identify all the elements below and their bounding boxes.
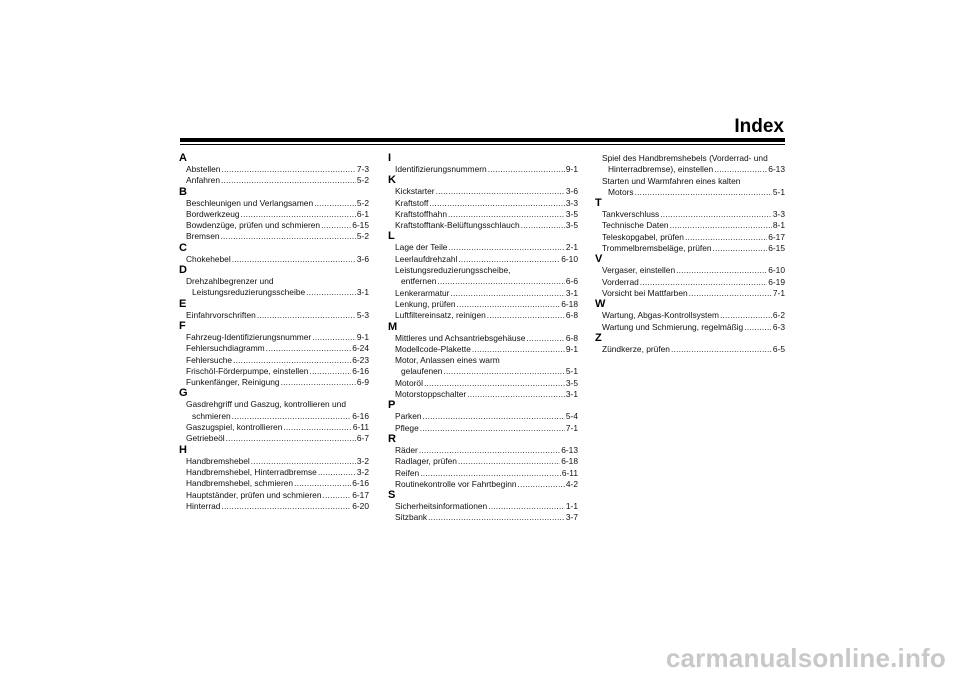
entry-text: Lenkung, prüfen bbox=[395, 298, 456, 309]
dot-leader bbox=[232, 411, 352, 422]
page-number: 2-1 bbox=[565, 242, 578, 253]
entry-text: Reifen bbox=[395, 467, 420, 478]
page-number: 5-3 bbox=[356, 309, 369, 320]
section-letter: F bbox=[179, 319, 186, 332]
page-number: 3-3 bbox=[565, 197, 578, 208]
page-number: 6-18 bbox=[561, 298, 578, 309]
dot-leader bbox=[420, 423, 565, 434]
dot-leader bbox=[660, 209, 772, 220]
entry-text: Chokehebel bbox=[186, 253, 231, 264]
entry-text: Hinterrad bbox=[186, 500, 221, 511]
page-number: 6-8 bbox=[565, 332, 578, 343]
entry-text: Leerlaufdrehzahl bbox=[395, 253, 458, 264]
page-number: 7-3 bbox=[356, 164, 369, 174]
entry-text: Motor, Anlassen eines warm bbox=[395, 355, 500, 366]
index-entry[interactable] bbox=[388, 198, 578, 209]
entry-text: Einfahrvorschriften bbox=[186, 309, 256, 320]
page-number: 3-2 bbox=[356, 466, 369, 477]
entry-text: Sicherheitsinformationen bbox=[395, 501, 488, 512]
index-entry[interactable] bbox=[388, 186, 578, 197]
index-entry[interactable] bbox=[388, 389, 578, 400]
index-entry[interactable] bbox=[179, 456, 369, 467]
dot-leader bbox=[450, 288, 564, 299]
entry-text: gelaufenen bbox=[401, 366, 443, 377]
index-entry[interactable] bbox=[388, 479, 578, 490]
entry-text: Routinekontrolle vor Fahrtbeginn bbox=[395, 478, 517, 489]
index-section bbox=[595, 333, 785, 355]
index-entry[interactable] bbox=[595, 176, 785, 199]
index-section bbox=[388, 175, 578, 231]
page-number: 1-1 bbox=[565, 501, 578, 512]
index-entry[interactable] bbox=[179, 198, 369, 209]
entry-text: Motorstoppschalter bbox=[395, 389, 467, 400]
page-number: 3-6 bbox=[565, 186, 578, 197]
index-entry[interactable] bbox=[595, 265, 785, 276]
entry-text: Getriebeöl bbox=[186, 433, 225, 444]
entry-text: Fehlersuchdiagramm bbox=[186, 343, 265, 354]
dot-leader bbox=[281, 377, 356, 388]
page-number: 6-24 bbox=[352, 343, 369, 354]
index-entry[interactable] bbox=[595, 344, 785, 355]
dot-leader bbox=[294, 478, 351, 489]
entry-text: Wartung und Schmierung, regelmäßig bbox=[602, 321, 744, 332]
index-entry[interactable] bbox=[179, 164, 369, 175]
section-letter: S bbox=[388, 489, 396, 502]
index-entry[interactable] bbox=[388, 288, 578, 299]
index-section bbox=[388, 231, 578, 321]
entry-text: Gasdrehgriff und Gaszug, kontrollieren und bbox=[186, 399, 346, 410]
index-section bbox=[595, 198, 785, 254]
page-number: 9-1 bbox=[565, 164, 578, 174]
entry-text: Drehzahlbegrenzer und bbox=[186, 276, 274, 287]
page-number: 6-18 bbox=[561, 456, 578, 467]
section-letter: W bbox=[595, 298, 606, 311]
page-number: 6-10 bbox=[768, 265, 785, 276]
page-number: 6-3 bbox=[772, 321, 785, 332]
dot-leader bbox=[251, 456, 356, 467]
page-number: 3-5 bbox=[565, 220, 578, 231]
index-entry[interactable] bbox=[388, 209, 578, 220]
section-letter: Z bbox=[595, 331, 602, 344]
index-entry[interactable] bbox=[595, 322, 785, 333]
dot-leader bbox=[640, 277, 767, 288]
index-section bbox=[179, 187, 369, 243]
dot-leader bbox=[419, 445, 560, 456]
index-entry[interactable] bbox=[179, 332, 369, 343]
dot-leader bbox=[420, 468, 561, 479]
section-letter: T bbox=[595, 197, 602, 210]
index-entry[interactable] bbox=[388, 344, 578, 355]
index-entry[interactable] bbox=[388, 164, 578, 175]
entry-text: Fahrzeug-Identifizierungsnummer bbox=[186, 331, 312, 342]
entry-text: Handbremshebel, Hinterradbremse bbox=[186, 466, 317, 477]
index-entry[interactable] bbox=[388, 512, 578, 523]
page-number: 8-1 bbox=[772, 220, 785, 231]
dot-leader bbox=[226, 433, 356, 444]
index-section bbox=[179, 243, 369, 265]
page-number: 3-5 bbox=[565, 377, 578, 388]
index-column-1 bbox=[179, 153, 369, 512]
index-entry[interactable] bbox=[179, 220, 369, 231]
entry-text: Motoröl bbox=[395, 377, 423, 388]
index-entry[interactable] bbox=[388, 254, 578, 265]
section-letter: K bbox=[388, 174, 396, 187]
entry-text: Leistungsreduzierungsscheibe bbox=[192, 287, 306, 298]
page-number: 3-2 bbox=[356, 455, 369, 466]
page-number: 6-5 bbox=[772, 343, 785, 354]
dot-leader bbox=[312, 332, 356, 343]
entry-text: Identifizierungsnummern bbox=[395, 164, 487, 174]
page-number: 6-17 bbox=[352, 489, 369, 500]
dot-leader bbox=[322, 490, 351, 501]
dot-leader bbox=[318, 467, 356, 478]
page-number: 6-8 bbox=[565, 310, 578, 321]
page-number: 6-16 bbox=[352, 410, 369, 421]
entry-text: schmieren bbox=[192, 410, 231, 421]
index-entry[interactable] bbox=[388, 355, 578, 378]
index-entry[interactable] bbox=[595, 277, 785, 288]
dot-leader bbox=[424, 378, 565, 389]
entry-text: Handbremshebel bbox=[186, 455, 250, 466]
dot-leader bbox=[221, 164, 355, 175]
entry-text: Pflege bbox=[395, 422, 419, 433]
index-entry[interactable] bbox=[179, 366, 369, 377]
entry-text: Kickstarter bbox=[395, 186, 435, 197]
page-number: 5-1 bbox=[772, 186, 785, 197]
dot-leader bbox=[283, 422, 351, 433]
entry-text: Bowdenzüge, prüfen und schmieren bbox=[186, 220, 321, 231]
index-section bbox=[595, 254, 785, 299]
index-section bbox=[388, 400, 578, 434]
index-entry[interactable] bbox=[595, 310, 785, 321]
dot-leader bbox=[428, 512, 565, 523]
entry-text: Räder bbox=[395, 444, 418, 455]
entry-text: Leistungsreduzierungsscheibe, bbox=[395, 265, 511, 276]
page-number: 3-3 bbox=[772, 209, 785, 220]
dot-leader bbox=[670, 220, 772, 231]
page-number: 3-5 bbox=[565, 208, 578, 219]
entry-text: Modellcode-Plakette bbox=[395, 343, 471, 354]
dot-leader bbox=[472, 344, 565, 355]
entry-text: Tankverschluss bbox=[602, 209, 660, 220]
entry-text: Fehlersuche bbox=[186, 354, 233, 365]
index-entry[interactable] bbox=[595, 220, 785, 231]
index-section bbox=[388, 490, 578, 524]
dot-leader bbox=[437, 276, 565, 287]
dot-leader bbox=[266, 343, 352, 354]
index-entry[interactable] bbox=[595, 232, 785, 243]
index-entry[interactable] bbox=[179, 422, 369, 433]
entry-text: Lenkerarmatur bbox=[395, 287, 450, 298]
entry-text: Vorderrad bbox=[602, 276, 639, 287]
entry-text: Abstellen bbox=[186, 164, 221, 174]
entry-text: Trommelbremsbeläge, prüfen bbox=[602, 243, 712, 254]
entry-text: Motors bbox=[608, 186, 634, 197]
section-letter: C bbox=[179, 241, 187, 254]
dot-leader bbox=[257, 310, 356, 321]
index-entry[interactable] bbox=[179, 343, 369, 354]
header-rule-thin bbox=[180, 144, 785, 145]
dot-leader bbox=[309, 366, 351, 377]
dot-leader bbox=[221, 175, 356, 186]
section-letter: D bbox=[179, 264, 187, 277]
dot-leader bbox=[467, 389, 565, 400]
page-number: 5-1 bbox=[565, 366, 578, 377]
dot-leader bbox=[487, 310, 565, 321]
entry-text: Hinterradbremse), einstellen bbox=[608, 164, 714, 175]
index-entry[interactable] bbox=[388, 333, 578, 344]
section-letter: M bbox=[388, 320, 398, 333]
entry-text: Frischöl-Förderpumpe, einstellen bbox=[186, 365, 309, 376]
dot-leader bbox=[526, 333, 565, 344]
index-entry[interactable] bbox=[388, 310, 578, 321]
index-entry[interactable] bbox=[388, 242, 578, 253]
page-number: 4-2 bbox=[565, 478, 578, 489]
index-column-3 bbox=[595, 153, 785, 355]
entry-text: Sitzbank bbox=[395, 512, 428, 523]
entry-text: Technische Daten bbox=[602, 220, 669, 231]
index-entry[interactable] bbox=[595, 288, 785, 299]
index-section bbox=[179, 299, 369, 321]
page-number: 6-9 bbox=[356, 377, 369, 388]
page-number: 6-20 bbox=[352, 500, 369, 511]
page-number: 5-2 bbox=[356, 197, 369, 208]
page-number: 7-1 bbox=[772, 287, 785, 298]
entry-text: Lage der Teile bbox=[395, 242, 448, 253]
index-entry[interactable] bbox=[388, 378, 578, 389]
index-section bbox=[179, 265, 369, 299]
entry-text: Funkenfänger, Reinigung bbox=[186, 377, 280, 388]
entry-text: entfernen bbox=[401, 276, 437, 287]
entry-text: Wartung, Abgas-Kontrollsystem bbox=[602, 310, 719, 321]
index-entry[interactable] bbox=[179, 310, 369, 321]
index-entry[interactable] bbox=[179, 276, 369, 299]
dot-leader bbox=[221, 231, 356, 242]
index-entry[interactable] bbox=[179, 433, 369, 444]
index-entry[interactable] bbox=[179, 377, 369, 388]
index-entry[interactable] bbox=[595, 153, 785, 176]
page-number: 6-1 bbox=[356, 208, 369, 219]
dot-leader bbox=[241, 209, 356, 220]
entry-text: Vorsicht bei Mattfarben bbox=[602, 287, 688, 298]
entry-text: Luftfiltereinsatz, reinigen bbox=[395, 310, 486, 321]
entry-text: Starten und Warmfahren eines kalten bbox=[602, 175, 741, 186]
entry-text: Hauptständer, prüfen und schmieren bbox=[186, 489, 322, 500]
page-number: 6-17 bbox=[768, 231, 785, 242]
page-number: 6-13 bbox=[768, 164, 785, 175]
dot-leader bbox=[233, 355, 351, 366]
index-entry[interactable] bbox=[179, 478, 369, 489]
dot-leader bbox=[488, 164, 565, 175]
dot-leader bbox=[521, 220, 565, 231]
index-column-2 bbox=[388, 153, 578, 524]
page-number: 6-19 bbox=[768, 276, 785, 287]
index-entry[interactable] bbox=[388, 456, 578, 467]
entry-text: Mittleres und Achsantriebsgehäuse bbox=[395, 332, 526, 343]
dot-leader bbox=[436, 186, 565, 197]
index-section bbox=[179, 153, 369, 187]
index-entry[interactable] bbox=[388, 299, 578, 310]
watermark: carmanualsonline.info bbox=[665, 643, 946, 673]
page-number: 6-13 bbox=[561, 444, 578, 455]
page-number: 6-6 bbox=[565, 276, 578, 287]
entry-text: Bordwerkzeug bbox=[186, 208, 240, 219]
index-section bbox=[388, 322, 578, 401]
index-section bbox=[388, 153, 578, 175]
page-number: 5-2 bbox=[356, 175, 369, 186]
section-letter: R bbox=[388, 432, 396, 445]
page-number: 6-10 bbox=[561, 253, 578, 264]
section-letter: G bbox=[179, 387, 188, 400]
index-section bbox=[179, 321, 369, 388]
dot-leader bbox=[457, 299, 561, 310]
page-number: 6-15 bbox=[352, 220, 369, 231]
index-entry[interactable] bbox=[179, 175, 369, 186]
page-number: 6-7 bbox=[356, 433, 369, 444]
section-letter: L bbox=[388, 230, 395, 243]
page-number: 6-15 bbox=[768, 243, 785, 254]
page-number: 3-6 bbox=[356, 253, 369, 264]
index-entry[interactable] bbox=[179, 399, 369, 422]
entry-text: Gaszugspiel, kontrollieren bbox=[186, 422, 283, 433]
dot-leader bbox=[314, 198, 356, 209]
index-section bbox=[595, 153, 785, 198]
index-entry[interactable] bbox=[388, 220, 578, 231]
page-number: 9-1 bbox=[356, 331, 369, 342]
page-number: 6-16 bbox=[352, 365, 369, 376]
section-letter: B bbox=[179, 185, 187, 198]
dot-leader bbox=[448, 242, 564, 253]
dot-leader bbox=[744, 322, 772, 333]
entry-text: Radlager, prüfen bbox=[395, 456, 457, 467]
page-number: 3-1 bbox=[565, 389, 578, 400]
page-number: 5-4 bbox=[565, 411, 578, 422]
section-letter: V bbox=[595, 253, 603, 266]
index-entry[interactable] bbox=[179, 231, 369, 242]
page-number: 6-11 bbox=[561, 467, 578, 478]
page-number: 6-16 bbox=[352, 478, 369, 489]
index-section bbox=[388, 434, 578, 490]
page-number: 3-1 bbox=[565, 287, 578, 298]
dot-leader bbox=[306, 287, 356, 298]
entry-text: Beschleunigen und Verlangsamen bbox=[186, 197, 314, 208]
entry-text: Teleskopgabel, prüfen bbox=[602, 231, 684, 242]
dot-leader bbox=[671, 344, 772, 355]
index-entry[interactable] bbox=[388, 265, 578, 288]
section-letter: P bbox=[388, 399, 396, 412]
page-number: 5-2 bbox=[356, 231, 369, 242]
dot-leader bbox=[714, 164, 767, 175]
index-entry[interactable] bbox=[179, 254, 369, 265]
page-number: 3-7 bbox=[565, 512, 578, 523]
dot-leader bbox=[458, 254, 560, 265]
index-entry[interactable] bbox=[388, 468, 578, 479]
index-section bbox=[179, 445, 369, 512]
entry-text: Kraftstofftank-Belüftungsschlauch bbox=[395, 220, 520, 231]
page-number: 6-23 bbox=[352, 354, 369, 365]
index-entry[interactable] bbox=[179, 467, 369, 478]
dot-leader bbox=[685, 232, 767, 243]
dot-leader bbox=[713, 243, 768, 254]
index-entry[interactable] bbox=[179, 355, 369, 366]
index-entry[interactable] bbox=[595, 243, 785, 254]
index-entry[interactable] bbox=[388, 423, 578, 434]
page-number: 3-1 bbox=[356, 287, 369, 298]
section-letter: A bbox=[179, 152, 187, 164]
entry-text: Zündkerze, prüfen bbox=[602, 343, 670, 354]
entry-text: Handbremshebel, schmieren bbox=[186, 478, 294, 489]
entry-text: Vergaser, einstellen bbox=[602, 265, 676, 276]
section-letter: I bbox=[388, 152, 392, 164]
dot-leader bbox=[232, 254, 356, 265]
dot-leader bbox=[448, 209, 565, 220]
page-number: 6-11 bbox=[352, 422, 369, 433]
entry-text: Kraftstoffhahn bbox=[395, 208, 447, 219]
index-entry[interactable] bbox=[388, 501, 578, 512]
entry-text: Anfahren bbox=[186, 175, 220, 186]
dot-leader bbox=[423, 411, 565, 422]
header-rule-thick bbox=[180, 138, 785, 142]
section-letter: E bbox=[179, 297, 187, 310]
index-section bbox=[595, 299, 785, 333]
dot-leader bbox=[720, 310, 772, 321]
dot-leader bbox=[689, 288, 772, 299]
page-number: 6-2 bbox=[772, 310, 785, 321]
page-number: 9-1 bbox=[565, 343, 578, 354]
dot-leader bbox=[321, 220, 351, 231]
page-title: Index bbox=[734, 116, 784, 137]
index-entry[interactable] bbox=[388, 411, 578, 422]
entry-text: Spiel des Handbremshebels (Vorderrad- und bbox=[602, 153, 768, 163]
index-section bbox=[179, 388, 369, 444]
dot-leader bbox=[488, 501, 565, 512]
dot-leader bbox=[458, 456, 560, 467]
index-entry[interactable] bbox=[179, 490, 369, 501]
entry-text: Kraftstoff bbox=[395, 197, 429, 208]
dot-leader bbox=[443, 366, 564, 377]
section-letter: H bbox=[179, 443, 187, 456]
dot-leader bbox=[676, 265, 767, 276]
dot-leader bbox=[635, 187, 772, 198]
index-entry[interactable] bbox=[595, 209, 785, 220]
index-entry[interactable] bbox=[388, 445, 578, 456]
dot-leader bbox=[429, 198, 565, 209]
index-entry[interactable] bbox=[179, 209, 369, 220]
index-entry[interactable] bbox=[179, 501, 369, 512]
dot-leader bbox=[518, 479, 565, 490]
dot-leader bbox=[221, 501, 351, 512]
entry-text: Bremsen bbox=[186, 231, 220, 242]
page-number: 7-1 bbox=[565, 422, 578, 433]
entry-text: Parken bbox=[395, 411, 422, 422]
